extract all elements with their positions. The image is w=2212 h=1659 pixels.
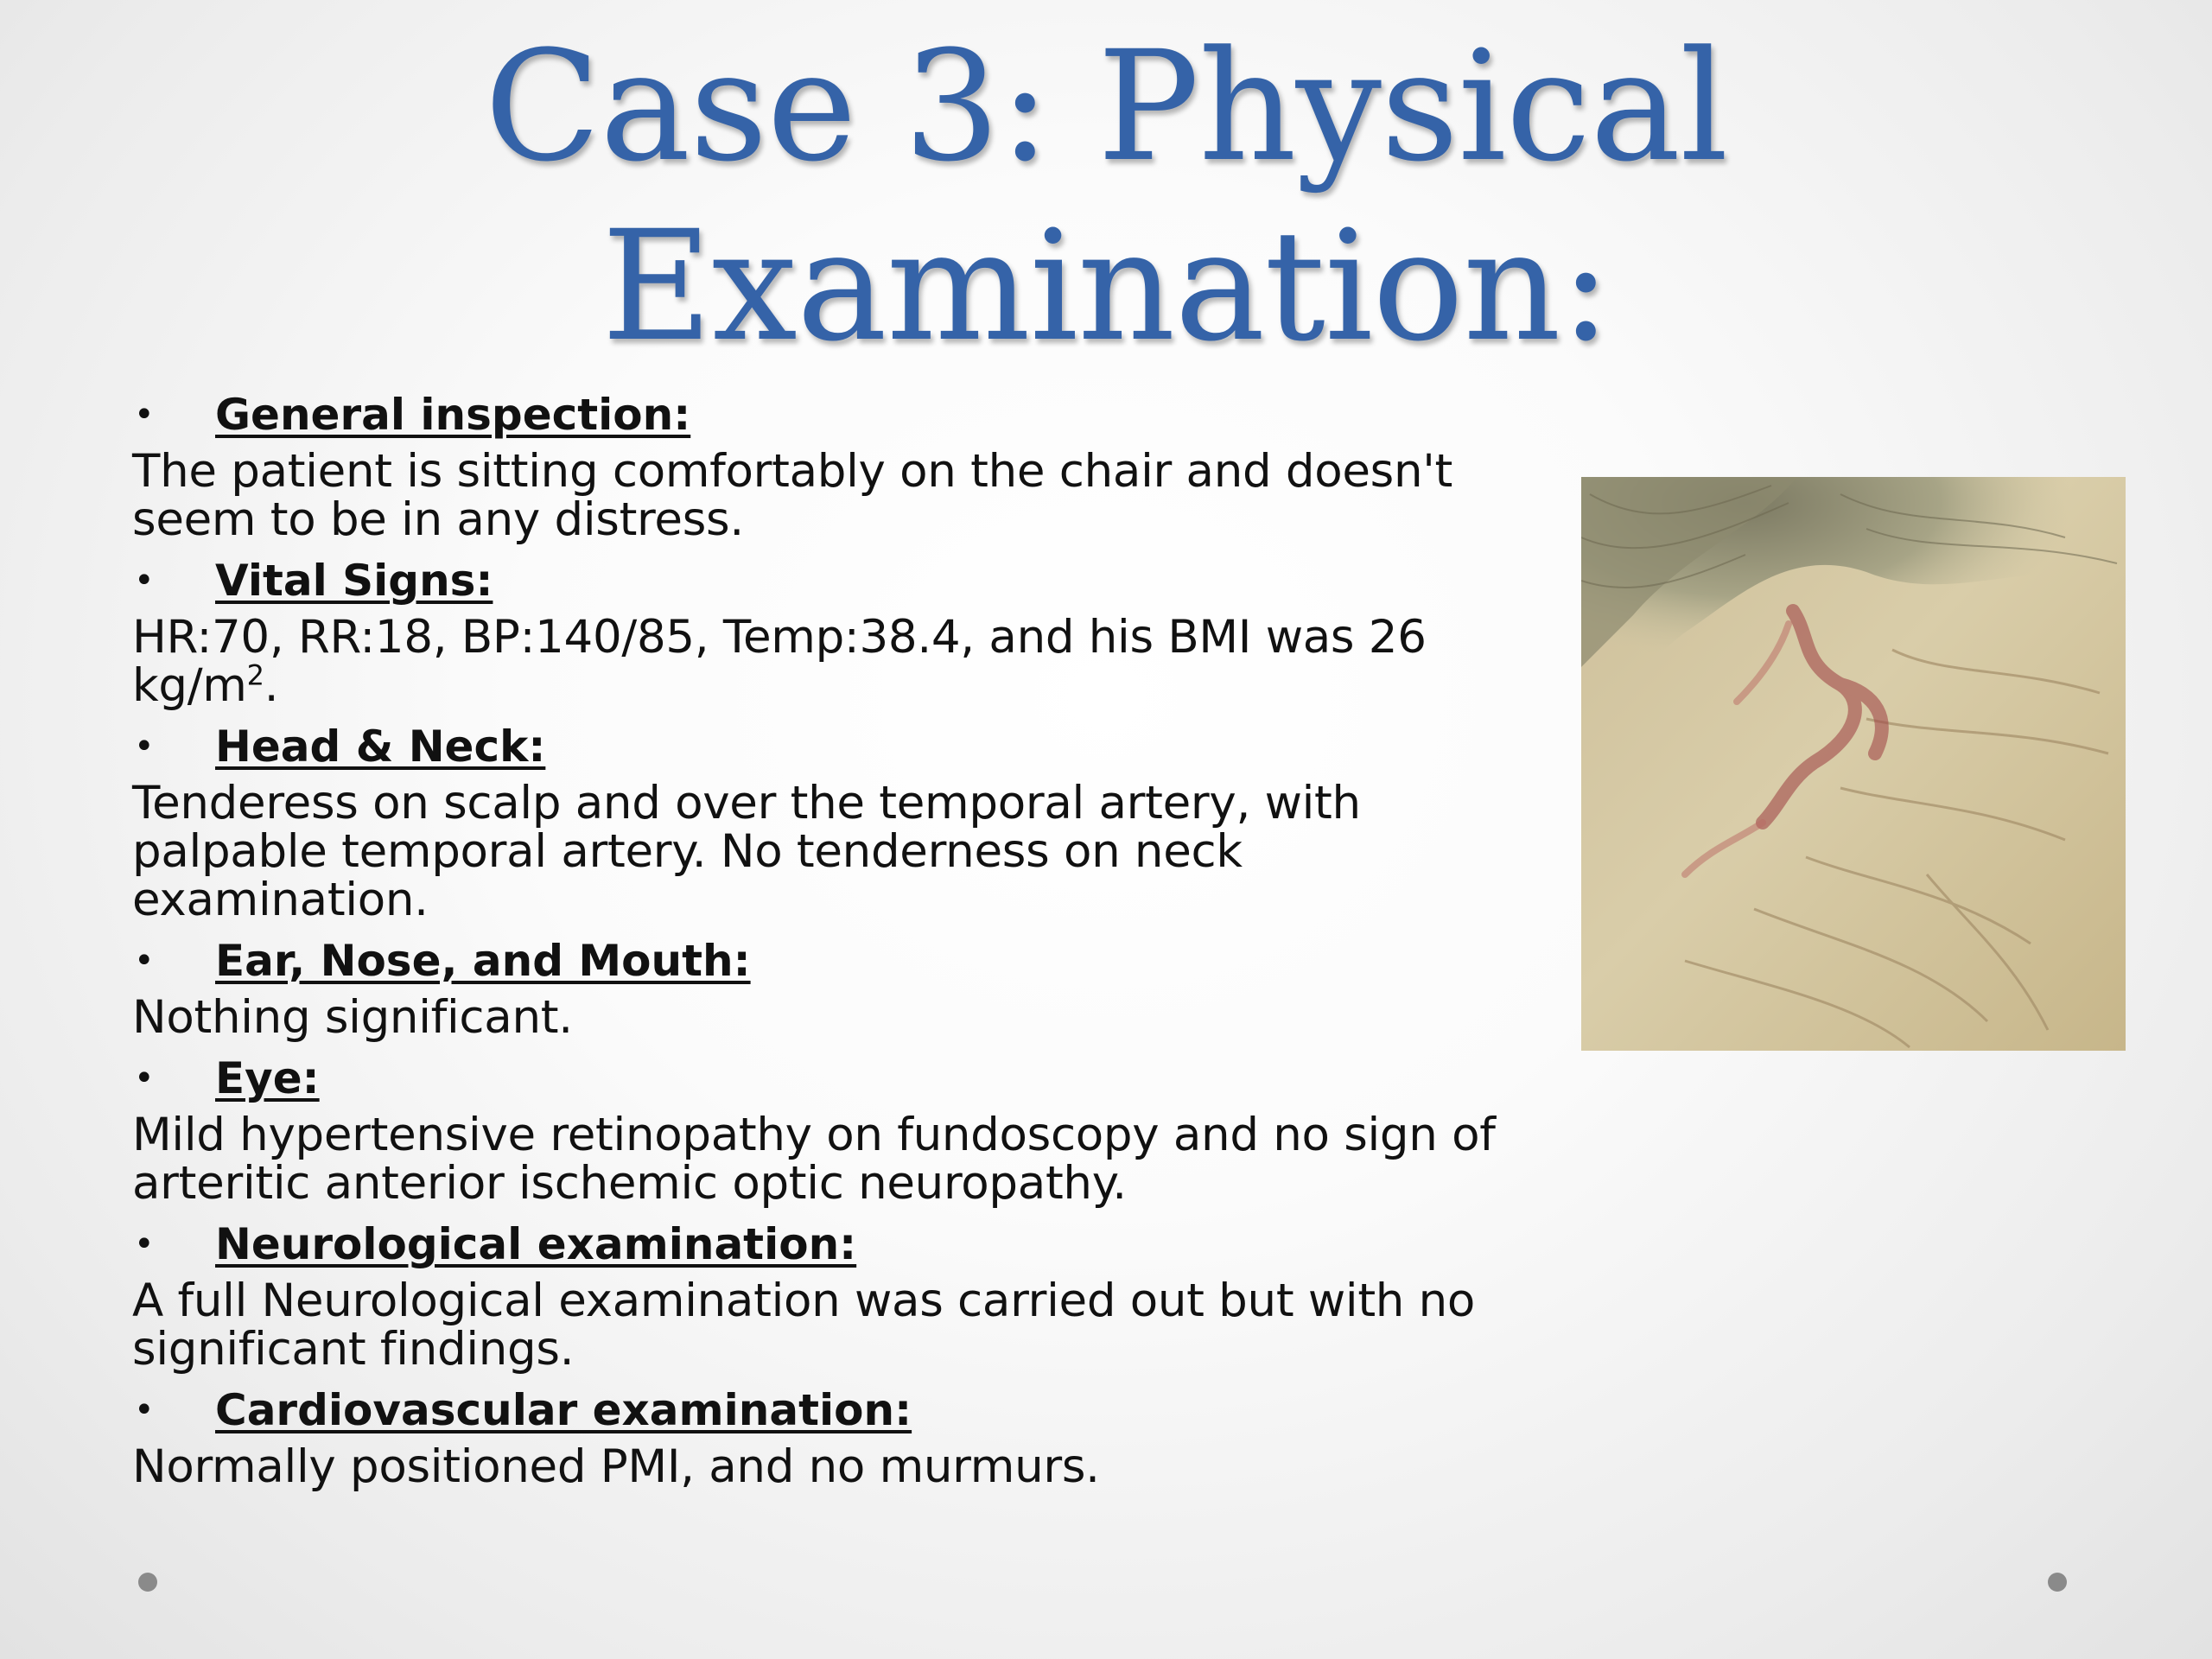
section-text-general-inspection: The patient is sitting comfortably on the chair and doesn't seem to be in any distress.: [132, 445, 1453, 546]
section-heading-ear-nose-mouth: [132, 933, 1515, 988]
section-text-ear-nose-mouth: Nothing significant.: [132, 991, 573, 1044]
section-heading-head-neck: [132, 719, 1515, 774]
heading-label: Vital Signs:: [215, 556, 493, 606]
bullet: •: [134, 1390, 155, 1430]
bullet: •: [134, 1224, 155, 1264]
section-text-neurological: A full Neurological examination was carried out but with no significant findings.: [132, 1274, 1476, 1376]
superscript: 2: [246, 658, 264, 692]
bullet: •: [134, 395, 155, 435]
section-heading-vital-signs: [132, 553, 1515, 608]
section-text-eye: Mild hypertensive retinopathy on fundoscopy and no sign of arteritic anterior ischemic optic neuropathy.: [132, 1109, 1496, 1210]
section-heading-general-inspection: [132, 387, 1515, 442]
slide-title: [0, 17, 2212, 377]
section-heading-neurological: [132, 1217, 1515, 1272]
bullet: •: [134, 727, 155, 766]
section-text-head-neck: Tenderess on scalp and over the temporal artery, with palpable temporal artery. No tenderness on neck examination.: [132, 777, 1361, 926]
decorative-dot-left: [138, 1573, 157, 1592]
heading-label: Head & Neck:: [215, 721, 546, 772]
bullet: •: [134, 1058, 155, 1098]
vital-signs-text-end: .: [264, 659, 279, 712]
section-text-vital-signs: [132, 613, 1515, 710]
section-heading-cardiovascular: [132, 1382, 1515, 1438]
temporal-artery-photo: [1581, 477, 2126, 1051]
section-text-cardiovascular: Normally positioned PMI, and no murmurs.: [132, 1440, 1100, 1493]
title-line-2: Examination:: [601, 198, 1611, 375]
heading-label: Eye:: [215, 1053, 320, 1103]
heading-label: Ear, Nose, and Mouth:: [215, 936, 751, 986]
heading-label: General inspection:: [215, 390, 691, 440]
section-heading-eye: [132, 1051, 1515, 1106]
decorative-dot-right: [2048, 1573, 2067, 1592]
temporal-artery-photo-graphic: [1581, 477, 2126, 1051]
heading-label: Neurological examination:: [215, 1219, 857, 1269]
bullet: •: [134, 561, 155, 601]
vital-signs-text: HR:70, RR:18, BP:140/85, Temp:38.4, and his BMI was 26 kg/m: [132, 611, 1427, 712]
title-line-1: Case 3: Physical: [484, 18, 1728, 195]
bullet: •: [134, 941, 155, 981]
exam-findings-list: [132, 387, 1515, 1500]
heading-label: Cardiovascular examination:: [215, 1385, 912, 1435]
